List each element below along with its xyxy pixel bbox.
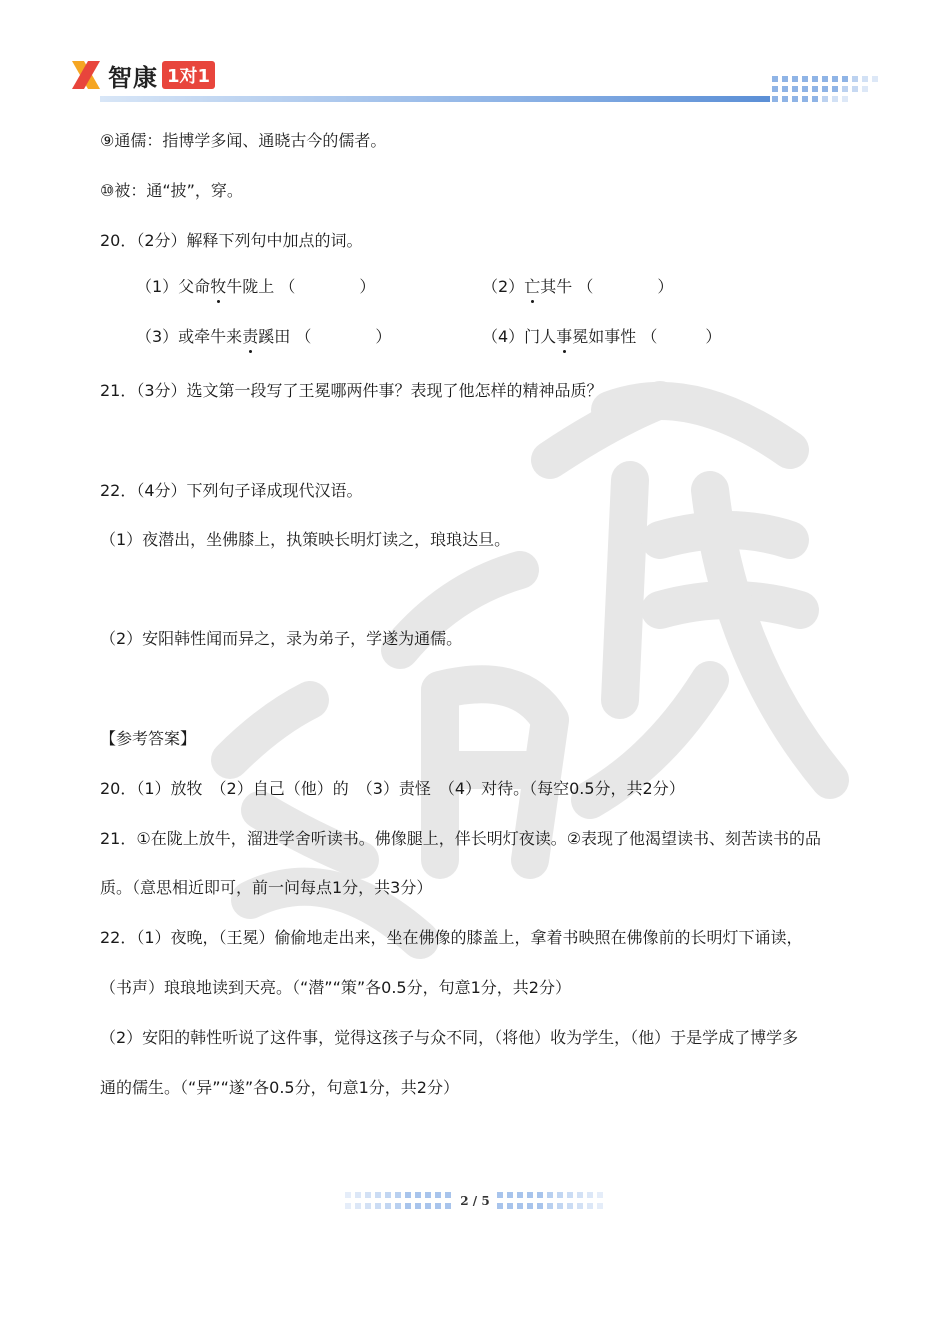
footer-dot-pattern-left [345,1192,453,1212]
question-20-item-2 [482,276,673,298]
footer-dot-pattern-right [497,1192,605,1212]
answer-blank[interactable]: （ ） [295,327,392,346]
answer-22-line-1: 22．（1）夜晚，（王冕）偷偷地走出来，坐在佛像的膝盖上，拿着书映照在佛像前的长明灯下诵读， [100,928,803,947]
answer-22-line-3: （2）安阳的韩性听说了这件事，觉得这孩子与众不同，（将他）收为学生，（他）于是学成了博学多 [100,1028,799,1047]
question-20-item-4 [482,326,721,348]
brand-badge: 1对1 [162,61,215,89]
logo-x-icon [70,59,102,91]
answer-20: 20．（1）放牧 （2）自己（他）的 （3）责怪 （4）对待。（每空0.5分，共2分） [100,779,685,798]
page-header [0,0,950,110]
answer-21-line-1: 21．①在陇上放牛，溜进学舍听读书。佛像腿上，伴长明灯夜读。②表现了他渴望读书、刻苦读书的品 [100,829,822,848]
question-22-sentence-1: （1）夜潜出，坐佛膝上，执策映长明灯读之，琅琅达旦。 [100,530,511,549]
item-text-post: 蹊田 [258,327,291,346]
answer-21-line-2: 质。（意思相近即可，前一问每点1分，共3分） [100,878,433,897]
question-21-stem: 21．（3分）选文第一段写了王冕哪两件事？表现了他怎样的精神品质？ [100,381,603,400]
item-text-pre: （3）或牵牛来 [136,327,243,346]
answer-blank[interactable]: （ ） [279,277,376,296]
note-10: ⑩被：通“披”，穿。 [100,181,243,200]
item-text-post: 其牛 [540,277,573,296]
item-text-pre: （2） [482,277,525,296]
answer-22-line-2: （书声）琅琅地读到天亮。（“潜”“策”各0.5分，句意1分，共2分） [100,978,571,997]
brand-logo [70,58,215,92]
note-9: ⑨通儒：指博学多闻、通晓古今的儒者。 [100,131,387,150]
question-20-stem: 20．（2分）解释下列句中加点的词。 [100,231,363,250]
answer-blank[interactable]: （ ） [577,277,674,296]
item-text-pre: （1）父命 [136,277,211,296]
page-number: 2 / 5 [460,1194,490,1208]
answer-blank[interactable]: （ ） [641,327,722,346]
question-20-item-3 [136,326,391,348]
dotted-word: 责 [242,327,259,346]
dotted-word: 事 [556,327,573,346]
answers-heading: 【参考答案】 [100,729,197,748]
item-text-pre: （4）门人 [482,327,557,346]
question-22-stem: 22．（4分）下列句子译成现代汉语。 [100,481,363,500]
dotted-word: 亡 [524,277,541,296]
answer-22-line-4: 通的儒生。（“异”“遂”各0.5分，句意1分，共2分） [100,1078,459,1097]
watermark-calligraphy [190,340,850,960]
item-text-post: 牛陇上 [226,277,275,296]
header-rule [100,96,770,102]
question-22-sentence-2: （2）安阳韩性闻而异之，录为弟子，学遂为通儒。 [100,629,463,648]
dotted-word: 牧 [210,277,227,296]
question-20-item-1 [136,276,375,298]
item-text-post: 冕如事性 [572,327,637,346]
brand-text: 智康 [108,63,158,92]
header-dot-pattern [772,76,890,104]
